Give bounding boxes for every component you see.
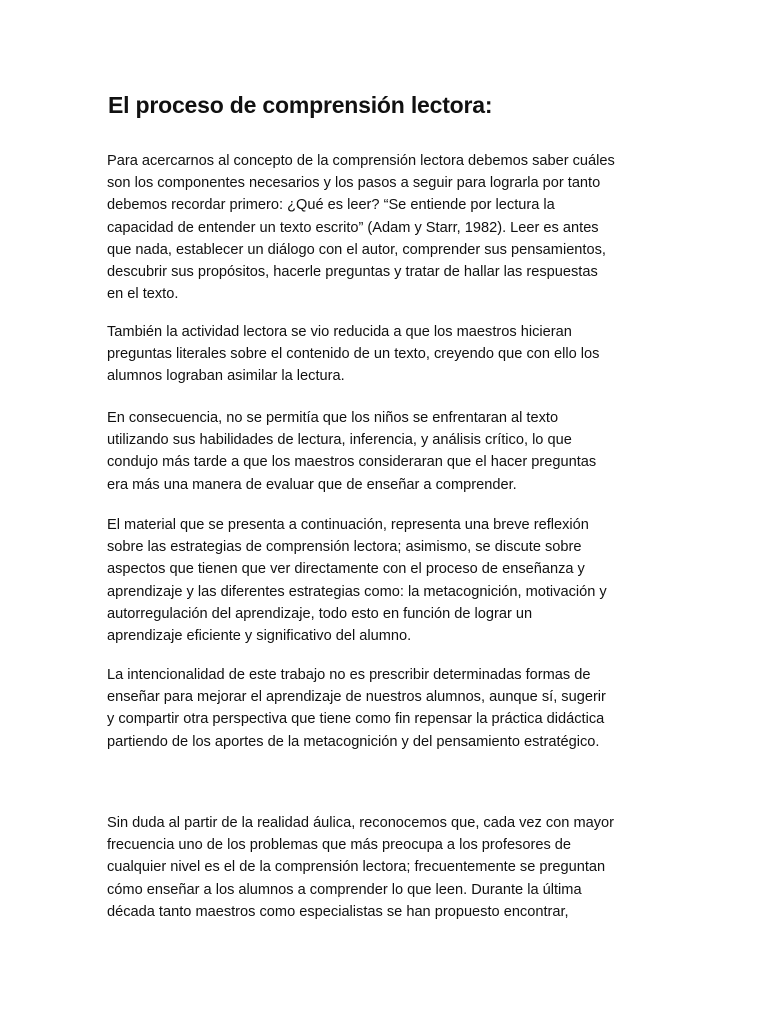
paragraph-line: La intencionalidad de este trabajo no es prescribir determinadas formas de xyxy=(107,667,591,683)
paragraph-5 xyxy=(107,664,667,753)
paragraph-line: capacidad de entender un texto escrito” (Adam y Starr, 1982). Leer es antes xyxy=(107,219,599,236)
paragraph-line: También la actividad lectora se vio reducida a que los maestros hicieran xyxy=(107,324,572,340)
paragraph-line: condujo más tarde a que los maestros consideraran que el hacer preguntas xyxy=(107,454,597,471)
paragraph-line: Para acercarnos al concepto de la comprensión lectora debemos saber cuáles xyxy=(107,153,615,169)
paragraph-line: en el texto. xyxy=(107,286,179,303)
paragraph-line: Sin duda al partir de la realidad áulica, reconocemos que, cada vez con mayor xyxy=(107,815,615,831)
paragraph-line: era más una manera de evaluar que de enseñar a comprender. xyxy=(107,476,517,493)
page-title: El proceso de comprensión lectora: xyxy=(108,92,493,118)
paragraph-line: sobre las estrategias de comprensión lectora; asimismo, se discute sobre xyxy=(107,539,582,556)
paragraph-line: cómo enseñar a los alumnos a comprender lo que leen. Durante la última xyxy=(107,881,582,898)
paragraph-3 xyxy=(107,407,667,496)
paragraph-line: alumnos lograban asimilar la lectura. xyxy=(107,368,345,385)
paragraph-line: aprendizaje y las diferentes estrategias como: la metacognición, motivación y xyxy=(107,583,607,600)
paragraph-1 xyxy=(107,150,667,305)
paragraph-6 xyxy=(107,812,667,923)
paragraph-line: aprendizaje eficiente y significativo del alumno. xyxy=(107,628,412,645)
paragraph-line: cualquier nivel es el de la comprensión lectora; frecuentemente se preguntan xyxy=(107,859,606,876)
paragraph-line: En consecuencia, no se permitía que los niños se enfrentaran al texto xyxy=(107,410,559,426)
paragraph-4 xyxy=(107,514,667,647)
paragraph-line: y compartir otra perspectiva que tiene como fin repensar la práctica didáctica xyxy=(107,711,605,728)
paragraph-2 xyxy=(107,321,667,388)
paragraph-line: enseñar para mejorar el aprendizaje de nuestros alumnos, aunque sí, sugerir xyxy=(107,689,606,706)
paragraph-line: descubrir sus propósitos, hacerle preguntas y tratar de hallar las respuestas xyxy=(107,264,598,281)
paragraph-line: utilizando sus habilidades de lectura, inferencia, y análisis crítico, lo que xyxy=(107,432,572,449)
paragraph-line: partiendo de los aportes de la metacognición y del pensamiento estratégico. xyxy=(107,733,600,750)
paragraph-line: frecuencia uno de los problemas que más preocupa a los profesores de xyxy=(107,837,572,854)
paragraph-line: que nada, establecer un diálogo con el autor, comprender sus pensamientos, xyxy=(107,241,606,258)
paragraph-line: aspectos que tienen que ver directamente con el proceso de enseñanza y xyxy=(107,561,585,578)
paragraph-line: son los componentes necesarios y los pasos a seguir para lograrla por tanto xyxy=(107,175,601,192)
paragraph-line: debemos recordar primero: ¿Qué es leer? “Se entiende por lectura la xyxy=(107,197,555,214)
paragraph-line: El material que se presenta a continuación, representa una breve reflexión xyxy=(107,517,589,533)
paragraph-line: década tanto maestros como especialistas se han propuesto encontrar, xyxy=(107,903,569,920)
paragraph-line: autorregulación del aprendizaje, todo esto en función de lograr un xyxy=(107,605,533,622)
paragraph-line: preguntas literales sobre el contenido de un texto, creyendo que con ello los xyxy=(107,346,600,363)
